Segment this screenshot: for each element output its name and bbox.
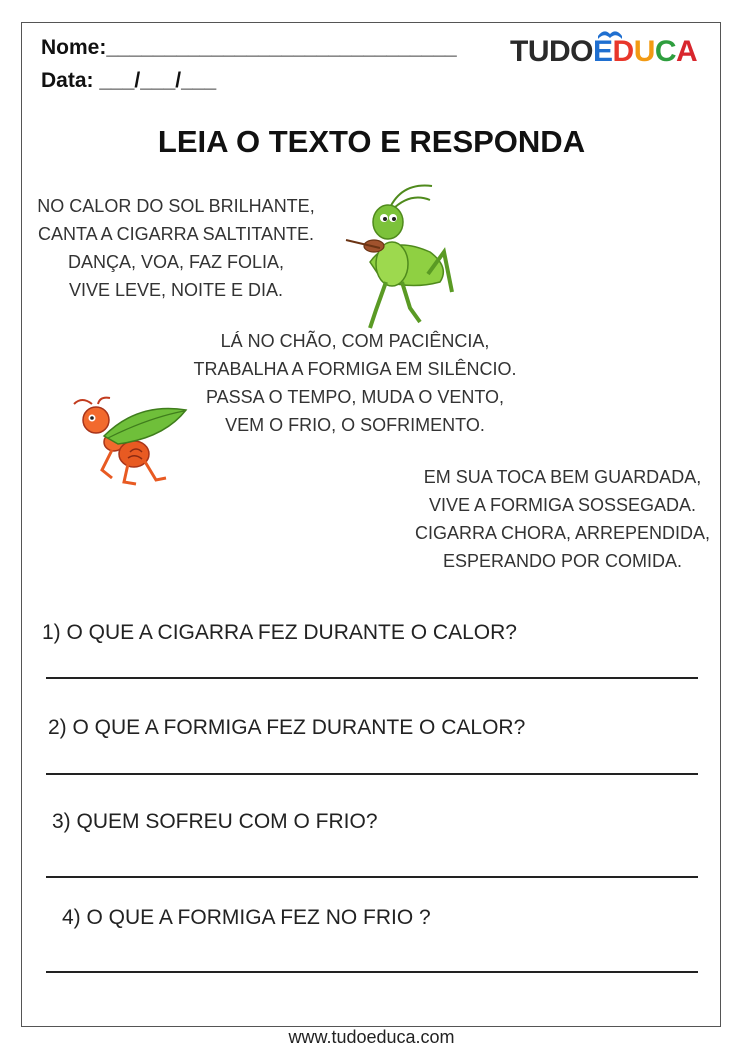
- poem-line: CANTA A CIGARRA SALTITANTE.: [37, 224, 315, 244]
- logo-a: A: [676, 35, 698, 68]
- logo-d: D: [612, 35, 634, 68]
- poem-line: DANÇA, VOA, FAZ FOLIA,: [67, 252, 285, 272]
- question-2: 2) O QUE A FORMIGA FEZ DURANTE O CALOR?: [48, 716, 526, 739]
- poem-stanza-3: [405, 463, 720, 575]
- poem-line: VEM O FRIO, O SOFRIMENTO.: [225, 415, 485, 435]
- poem-line: VIVE LEVE, NOITE E DIA.: [68, 280, 284, 300]
- poem-line: VIVE A FORMIGA SOSSEGADA.: [428, 495, 697, 515]
- poem-stanza-2: [180, 327, 530, 439]
- poem-line: TRABALHA A FORMIGA EM SILÊNCIO.: [193, 359, 517, 379]
- logo-c: C: [654, 35, 677, 68]
- poem-line: LÁ NO CHÃO, COM PACIÊNCIA,: [220, 331, 490, 351]
- name-field[interactable]: Nome:______________________________: [41, 36, 457, 59]
- answer-line-4[interactable]: [46, 971, 698, 973]
- logo-tudo: TUDO: [510, 35, 593, 68]
- book-icon: [596, 24, 624, 40]
- question-3: 3) QUEM SOFREU COM O FRIO?: [52, 810, 378, 833]
- logo-e: E: [593, 35, 613, 68]
- question-1: 1) O QUE A CIGARRA FEZ DURANTE O CALOR?: [42, 621, 517, 644]
- footer-url[interactable]: www.tudoeduca.com: [288, 1027, 455, 1047]
- poem-line: NO CALOR DO SOL BRILHANTE,: [37, 196, 315, 216]
- poem-line: ESPERANDO POR COMIDA.: [442, 551, 683, 571]
- tudoeduca-logo: [510, 26, 720, 78]
- logo-u: U: [633, 35, 655, 68]
- answer-line-1[interactable]: [46, 677, 698, 679]
- poem-stanza-1: [26, 192, 326, 304]
- question-4: 4) O QUE A FORMIGA FEZ NO FRIO ?: [62, 906, 431, 929]
- poem-line: PASSA O TEMPO, MUDA O VENTO,: [205, 387, 505, 407]
- answer-line-3[interactable]: [46, 876, 698, 878]
- page-title: LEIA O TEXTO E RESPONDA: [157, 124, 586, 159]
- answer-line-2[interactable]: [46, 773, 698, 775]
- grasshopper-illustration: [340, 182, 460, 332]
- poem-line: EM SUA TOCA BEM GUARDADA,: [423, 467, 702, 487]
- ant-illustration: [68, 396, 192, 488]
- poem-line: CIGARRA CHORA, ARREPENDIDA,: [414, 523, 711, 543]
- date-field[interactable]: Data: ___/___/___: [41, 69, 217, 92]
